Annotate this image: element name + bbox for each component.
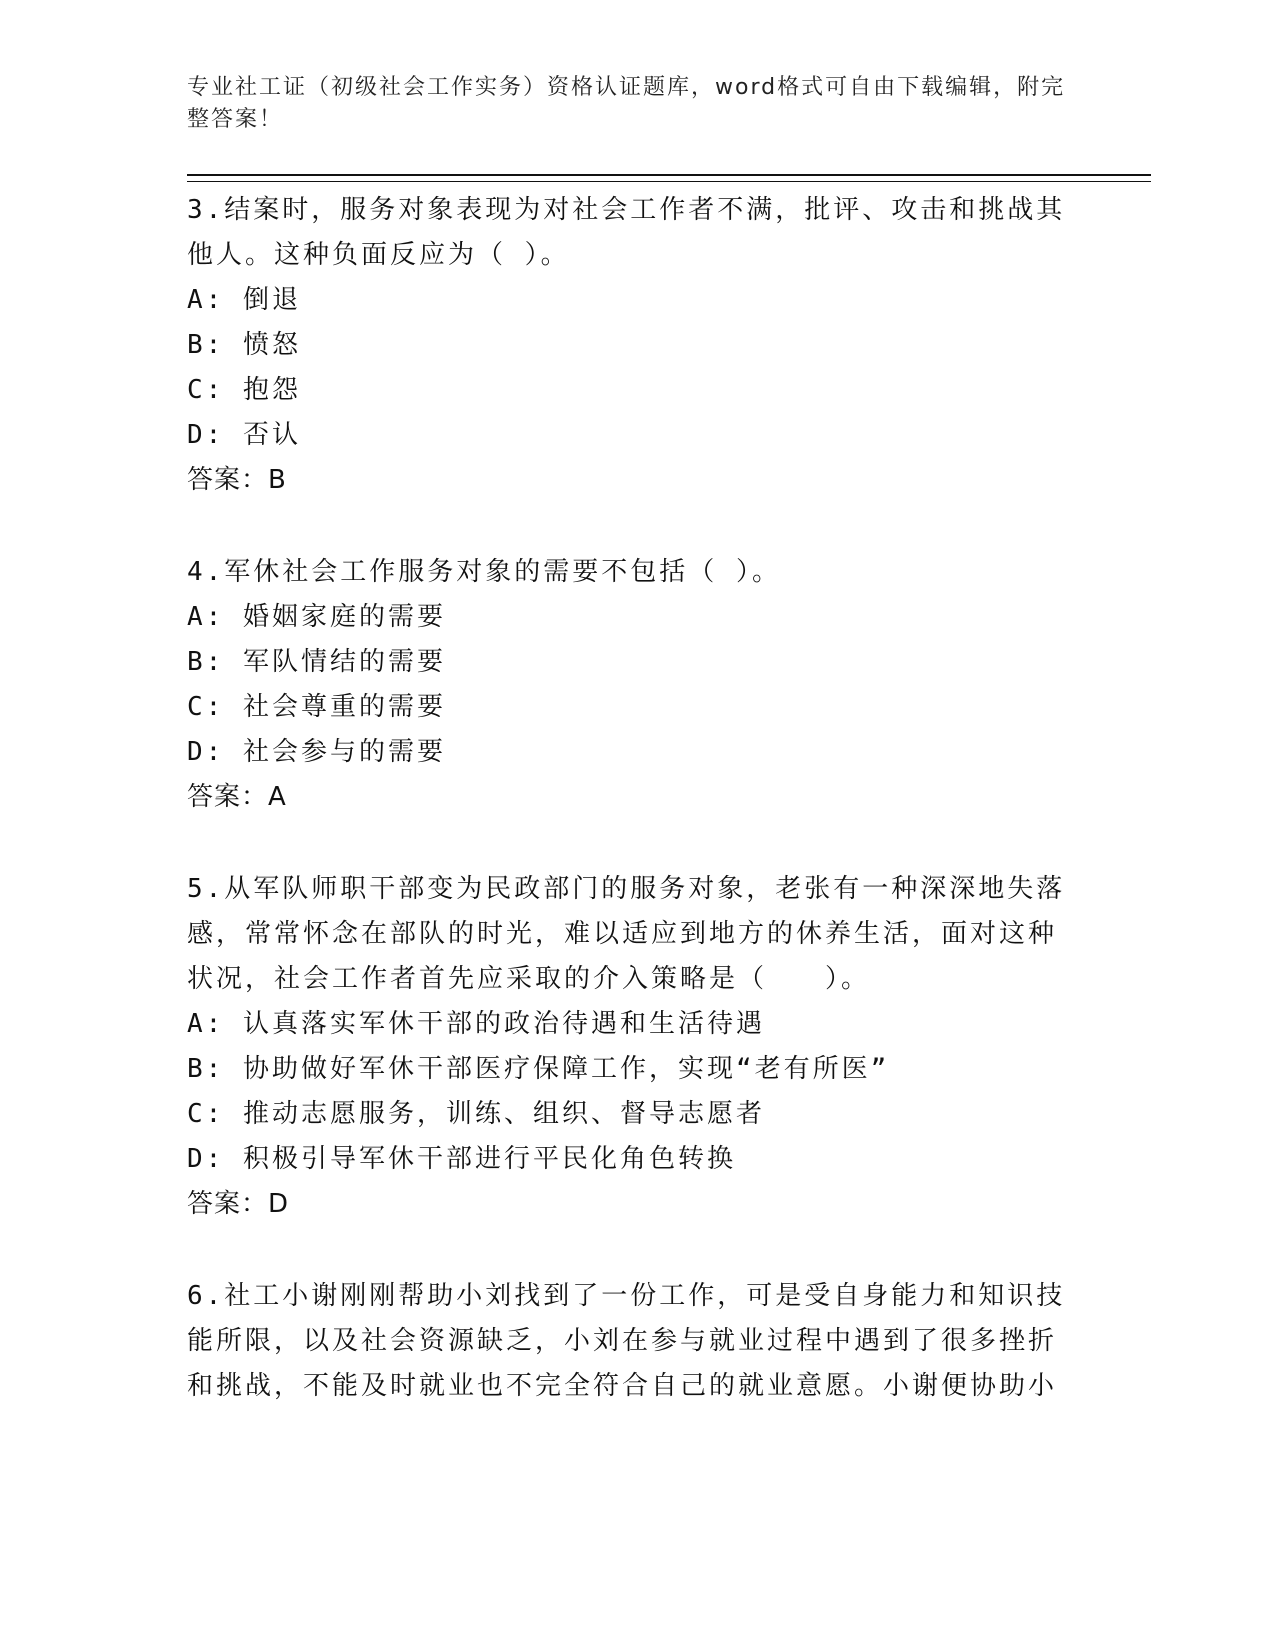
spacer	[187, 1227, 1067, 1274]
option-b: B: 愤怒	[187, 330, 301, 360]
spacer	[187, 820, 1067, 867]
option-a: A: 认真落实军休干部的政治待遇和生活待遇	[187, 1009, 765, 1039]
question-5	[187, 867, 1067, 1227]
question-stem: 3.结案时，服务对象表现为对社会工作者不满，批评、攻击和挑战其他人。这种负面反应为（ ）。	[187, 195, 1066, 270]
answer: 答案：B	[187, 465, 287, 495]
option-d: D: 社会参与的需要	[187, 737, 446, 767]
option-a: A: 倒退	[187, 285, 301, 315]
question-list	[187, 188, 1067, 1409]
question-stem: 6.社工小谢刚刚帮助小刘找到了一份工作，可是受自身能力和知识技能所限，以及社会资源缺乏，小刘在参与就业过程中遇到了很多挫折和挑战，不能及时就业也不完全符合自己的就业意愿。小谢便协助小	[187, 1281, 1066, 1401]
option-d: D: 积极引导军休干部进行平民化角色转换	[187, 1144, 736, 1174]
option-c: C: 抱怨	[187, 375, 301, 405]
option-d: D: 否认	[187, 420, 301, 450]
question-6	[187, 1274, 1067, 1409]
option-b: B: 军队情结的需要	[187, 647, 446, 677]
answer: 答案：D	[187, 1189, 290, 1219]
spacer	[187, 503, 1067, 550]
header-rule-thin	[187, 181, 1151, 182]
question-stem: 5.从军队师职干部变为民政部门的服务对象，老张有一种深深地失落感，常常怀念在部队的时光，难以适应到地方的休养生活，面对这种状况，社会工作者首先应采取的介入策略是（ ）。	[187, 874, 1066, 994]
header-rule-thick	[187, 174, 1151, 176]
answer: 答案：A	[187, 782, 287, 812]
question-4	[187, 550, 1067, 820]
question-stem: 4.军休社会工作服务对象的需要不包括（ ）。	[187, 557, 781, 587]
page-header: 专业社工证（初级社会工作实务）资格认证题库，word格式可自由下载编辑，附完整答案！	[187, 75, 1066, 132]
option-a: A: 婚姻家庭的需要	[187, 602, 446, 632]
option-c: C: 推动志愿服务，训练、组织、督导志愿者	[187, 1099, 765, 1129]
question-3	[187, 188, 1067, 503]
option-c: C: 社会尊重的需要	[187, 692, 446, 722]
option-b: B: 协助做好军休干部医疗保障工作，实现“老有所医”	[187, 1054, 890, 1084]
